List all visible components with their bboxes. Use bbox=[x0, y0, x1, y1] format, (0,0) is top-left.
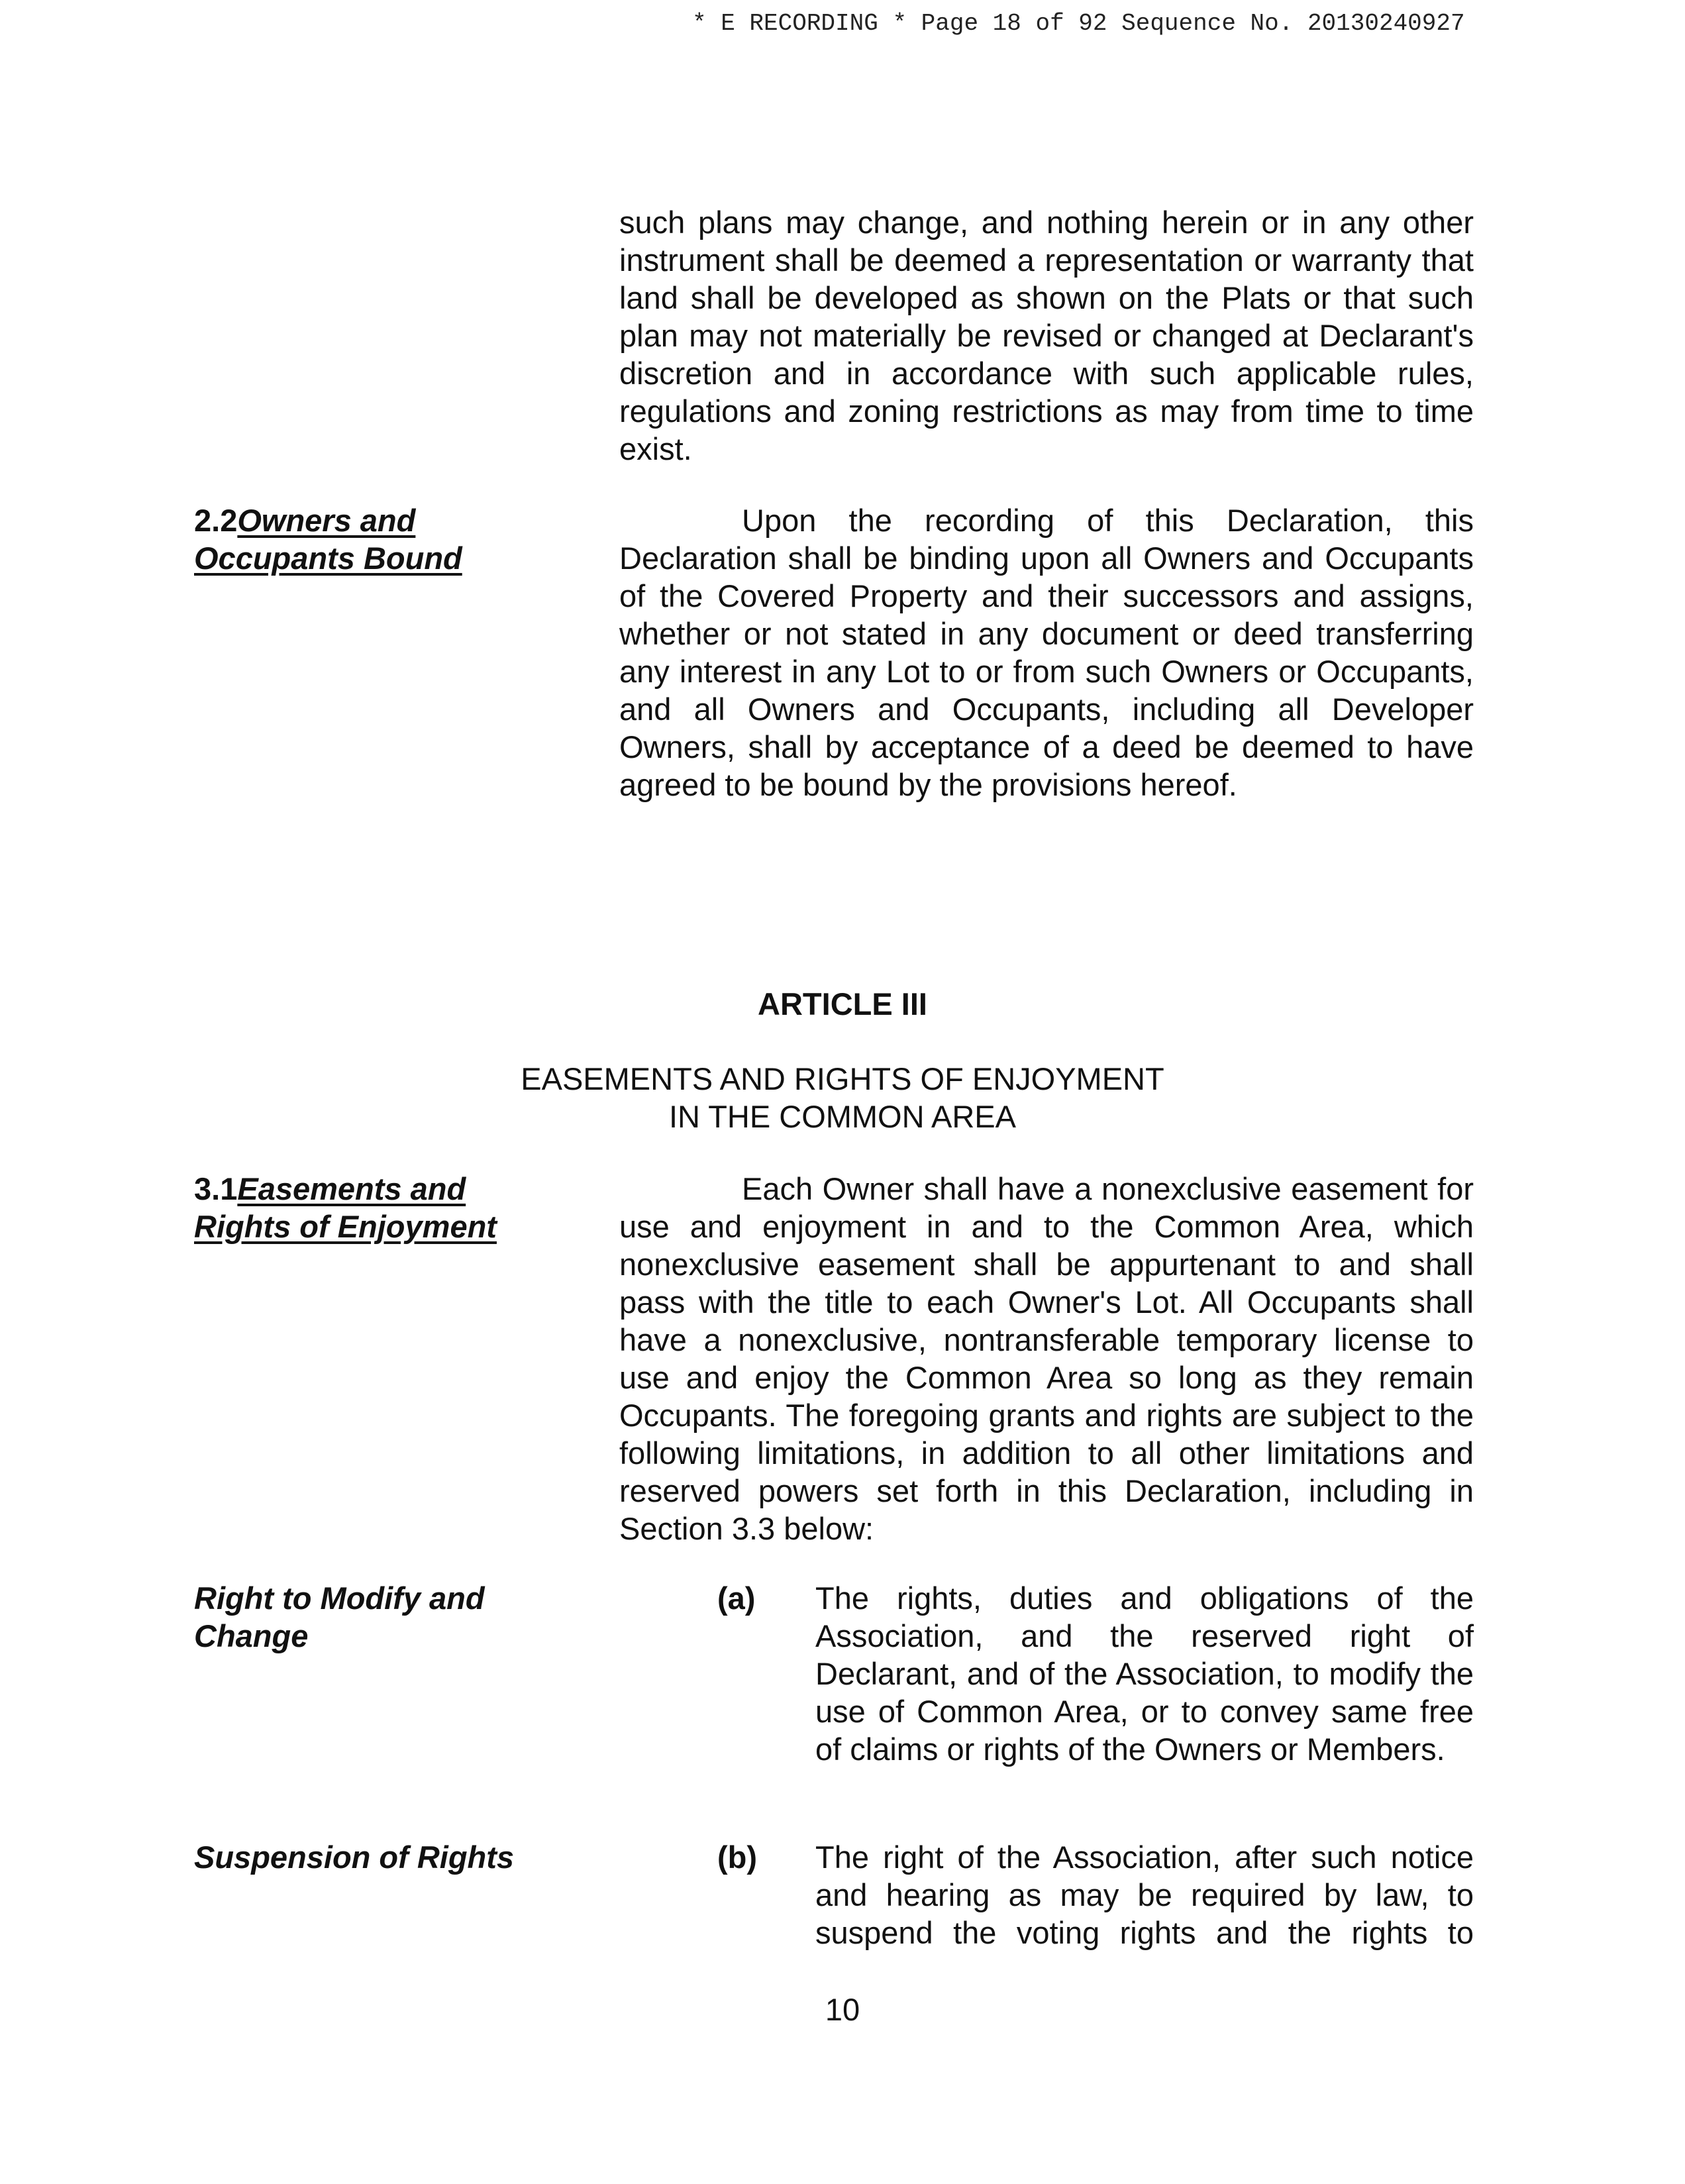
recording-header: * E RECORDING * Page 18 of 92 Sequence No. 20130240927 bbox=[692, 10, 1465, 37]
section-3-1-paragraph: Each Owner shall have a nonexclusive easement for use and enjoyment in and to the Common Area, which nonexclusive easement shall be appurtenant to and shall pass with the title to each Owner's Lot. All Occupants shall have a nonexclusive, nontransferable temporary license to use and enjoy the Common Area so long as they remain Occupants. The foregoing grants and rights are subject to the following limitations, in addition to all other limitations and reserved powers set forth in this Declaration, including in Section 3.3 below: bbox=[619, 1171, 1474, 1546]
subsection-b-marker: (b) bbox=[717, 1840, 758, 1875]
article-subtitle bbox=[0, 1060, 1685, 1135]
continuation-paragraph: such plans may change, and nothing herein or in any other instrument shall be deemed a representation or warranty that land shall be developed as shown on the Plats or that such plan may not materially be revised or changed at Declarant's discretion and in accordance with such applicable rules, regulations and zoning restrictions as may from time to time exist. bbox=[619, 205, 1474, 466]
section-2-2-title-line2: Occupants Bound bbox=[194, 541, 462, 576]
article-subtitle-line2: IN THE COMMON AREA bbox=[668, 1099, 1017, 1134]
section-2-2-number: 2.2 bbox=[194, 503, 238, 538]
article-title: ARTICLE III bbox=[758, 986, 927, 1021]
subsection-b-heading-line1: Suspension of Rights bbox=[194, 1840, 515, 1875]
subsection-a-heading-line1: Right to Modify and bbox=[194, 1581, 485, 1616]
subsection-a-heading bbox=[194, 1579, 605, 1655]
section-2-2-paragraph: Upon the recording of this Declaration, this Declaration shall be binding upon all Owners and Occupants of the Covered Property and their successors and assigns, whether or not stated in any document or deed transferring any interest in any Lot to or from such Owners or Occupants, and all Owners and Occupants, including all Developer Owners, shall by acceptance of a deed be deemed to have agreed to be bound by the provisions hereof. bbox=[619, 503, 1474, 802]
article-subtitle-line1: EASEMENTS AND RIGHTS OF ENJOYMENT bbox=[521, 1061, 1164, 1096]
page-number: 10 bbox=[825, 1992, 860, 2027]
section-3-1-number: 3.1 bbox=[194, 1171, 238, 1206]
subsection-a-marker: (a) bbox=[717, 1581, 756, 1616]
subsection-b-heading bbox=[194, 1838, 605, 1876]
section-3-1-title-line2: Rights of Enjoyment bbox=[194, 1209, 497, 1244]
subsection-b-paragraph: The right of the Association, after such notice and hearing as may be required by law, to suspend the voting rights and the rights to bbox=[815, 1840, 1474, 1950]
section-3-1-heading bbox=[194, 1170, 605, 1245]
section-2-2-heading bbox=[194, 501, 605, 577]
section-2-2-title-line1: Owners and bbox=[237, 503, 416, 538]
subsection-a-heading-line2: Change bbox=[194, 1618, 309, 1653]
section-3-1-title-line1: Easements and bbox=[237, 1171, 466, 1206]
section-2-2-heading-line1 bbox=[194, 501, 605, 539]
subsection-a-paragraph: The rights, duties and obligations of the Association, and the reserved right of Declarant, and of the Association, to modify the use of Common Area, or to convey same free of claims or rights of the Owners or Members. bbox=[815, 1581, 1474, 1767]
